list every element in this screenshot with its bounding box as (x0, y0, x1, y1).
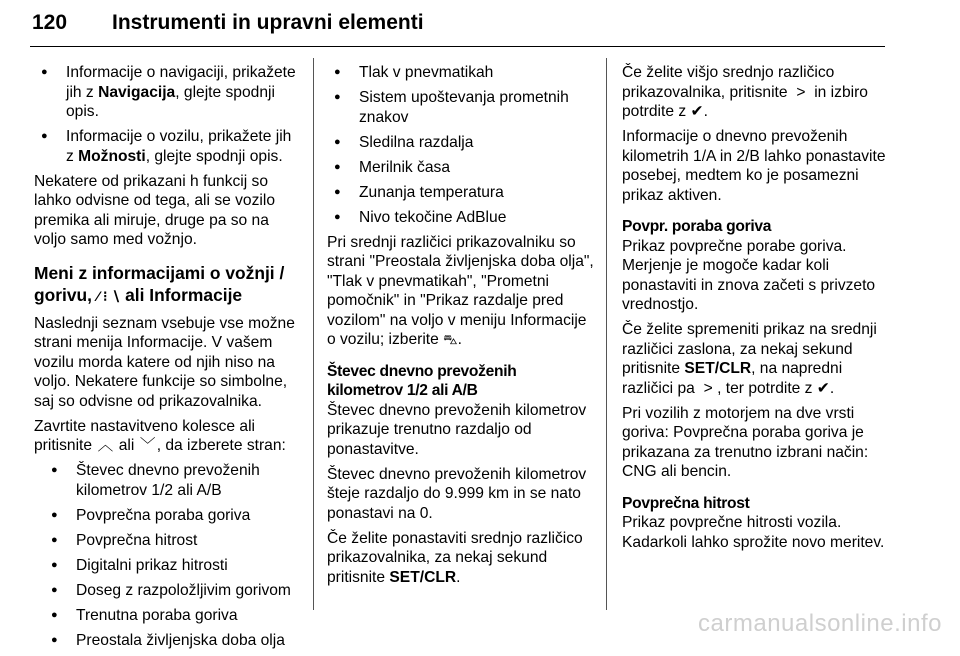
chevron-right-icon: > (703, 379, 713, 397)
section-heading: Povpr. poraba goriva (622, 218, 772, 235)
section-heading: Števec dnevno prevoženih kilometrov 1/2 ali A/B (327, 362, 517, 399)
paragraph: Informacije o dnevno prevoženih kilometrih 1/A in 2/B lahko ponastavite posebej, medtem ko je posamezni prikaz aktiven. (622, 128, 886, 204)
column-divider (313, 58, 314, 610)
paragraph: Števec dnevno prevoženih kilometrov prikazuje trenutno razdaljo od ponastavitve. (327, 401, 587, 458)
car-settings-icon: ⛍ (443, 331, 458, 347)
chevron-up-icon: ︿ (97, 437, 114, 454)
list-item: ● Zunanja temperatura (327, 183, 595, 203)
list-item: ● Sledilna razdalja (327, 133, 595, 153)
page-list (34, 461, 300, 650)
page-list (327, 63, 595, 227)
list-item: ● Sistem upoštevanja prometnih znakov (327, 88, 595, 127)
page-header (30, 4, 885, 47)
list-item: ● Trenutna poraba goriva (44, 606, 300, 626)
checkmark-icon: ✔ (690, 103, 704, 120)
paragraph: Pri vozilih z motorjem na dve vrsti goriva: Povprečna poraba goriva je prikazana za trenutno izbrani način: CNG ali bencin. (622, 404, 869, 480)
list-item: ● Povprečna hitrost (44, 531, 300, 551)
paragraph: Če želite spremeniti prikaz na srednji različici zaslona, za nekaj sekund pritisnite SET/CLR, na napredni različici pa > , ter potrdite z ✔. (622, 321, 877, 397)
column-1 (34, 63, 300, 656)
paragraph: Prikaz povprečne porabe goriva. Merjenje je mogoče kadar koli ponastaviti in znova začeti s privzeto vrednostjo. (622, 237, 876, 313)
column-divider (606, 58, 607, 610)
paragraph: Zavrtite nastavitveno kolesce ali pritisnite ︿ ali ﹀, da izberete stran: (34, 417, 286, 454)
section-heading: Meni z informacijami o vožnji / gorivu, ⁄ ⁝ ∖ ali Informacije (34, 262, 285, 305)
list-item: ● Števec dnevno prevoženih kilometrov 1/2 ali A/B (44, 461, 300, 500)
paragraph: Če želite višjo srednjo različico prikazovalnika, pritisnite > in izbiro potrdite z ✔. (622, 64, 868, 120)
list-item: ● Informacije o vozilu, prikažete jih z Možnosti, glejte spodnji opis. (34, 127, 300, 166)
list-item: ● Nivo tekočine AdBlue (327, 208, 595, 228)
list-item: ● Merilnik časa (327, 158, 595, 178)
paragraph: Naslednji seznam vsebuje vse možne strani menija Informacije. V vašem vozilu morda katere od njih niso na voljo. Nekatere funkcije so simbolne, saj so odvisne od prikazovalnika. (34, 314, 295, 410)
list-item: ● Tlak v pnevmatikah (327, 63, 595, 83)
list-item: ● Informacije o navigaciji, prikažete jih z Navigacija, glejte spodnji opis. (34, 63, 300, 122)
paragraph: Prikaz povprečne hitrosti vozila. Kadarkoli lahko sprožite novo meritev. (622, 514, 885, 551)
page-title: Instrumenti in upravni elementi (112, 11, 424, 34)
list-item: ● Preostala življenjska doba olja (44, 631, 300, 651)
paragraph: Števec dnevno prevoženih kilometrov šteje razdaljo do 9.999 km in se nato ponastavi na 0. (327, 465, 587, 522)
chevron-right-icon: > (796, 83, 806, 101)
list-item: ● Doseg z razpoložljivim gorivom (44, 581, 300, 601)
paragraph: Nekatere od prikazani h funkcij so lahko odvisne od tega, ali se vozilo premika ali miruje, druge pa so na voljo samo med vožnjo. (34, 172, 275, 248)
paragraph: Če želite ponastaviti srednjo različico prikazovalnika, za nekaj sekund pritisnite SET/CLR. (327, 529, 583, 586)
column-2 (327, 63, 595, 593)
page-number: 120 (32, 11, 68, 34)
column-3 (622, 63, 890, 558)
section-heading: Povprečna hitrost (622, 494, 750, 512)
trip-fuel-icon: ⁄ ⁝ ∖ (96, 287, 121, 304)
list-item: ● Povprečna poraba goriva (44, 506, 300, 526)
watermark: carmanualsonline.info (698, 610, 942, 637)
list-item: ● Digitalni prikaz hitrosti (44, 556, 300, 576)
paragraph: Pri srednji različici prikazovalniku so strani "Preostala življenjska doba olja", "Tlak v pnevmatikah", "Prometni pomočnik" in "Prikaz razdalje pred vozilom" na voljo v meniju Informacije o vozilu; izberite ⛍. (327, 233, 594, 348)
chevron-down-icon: ﹀ (139, 437, 156, 454)
checkmark-icon: ✔ (816, 379, 830, 397)
bullet-list (34, 63, 300, 166)
